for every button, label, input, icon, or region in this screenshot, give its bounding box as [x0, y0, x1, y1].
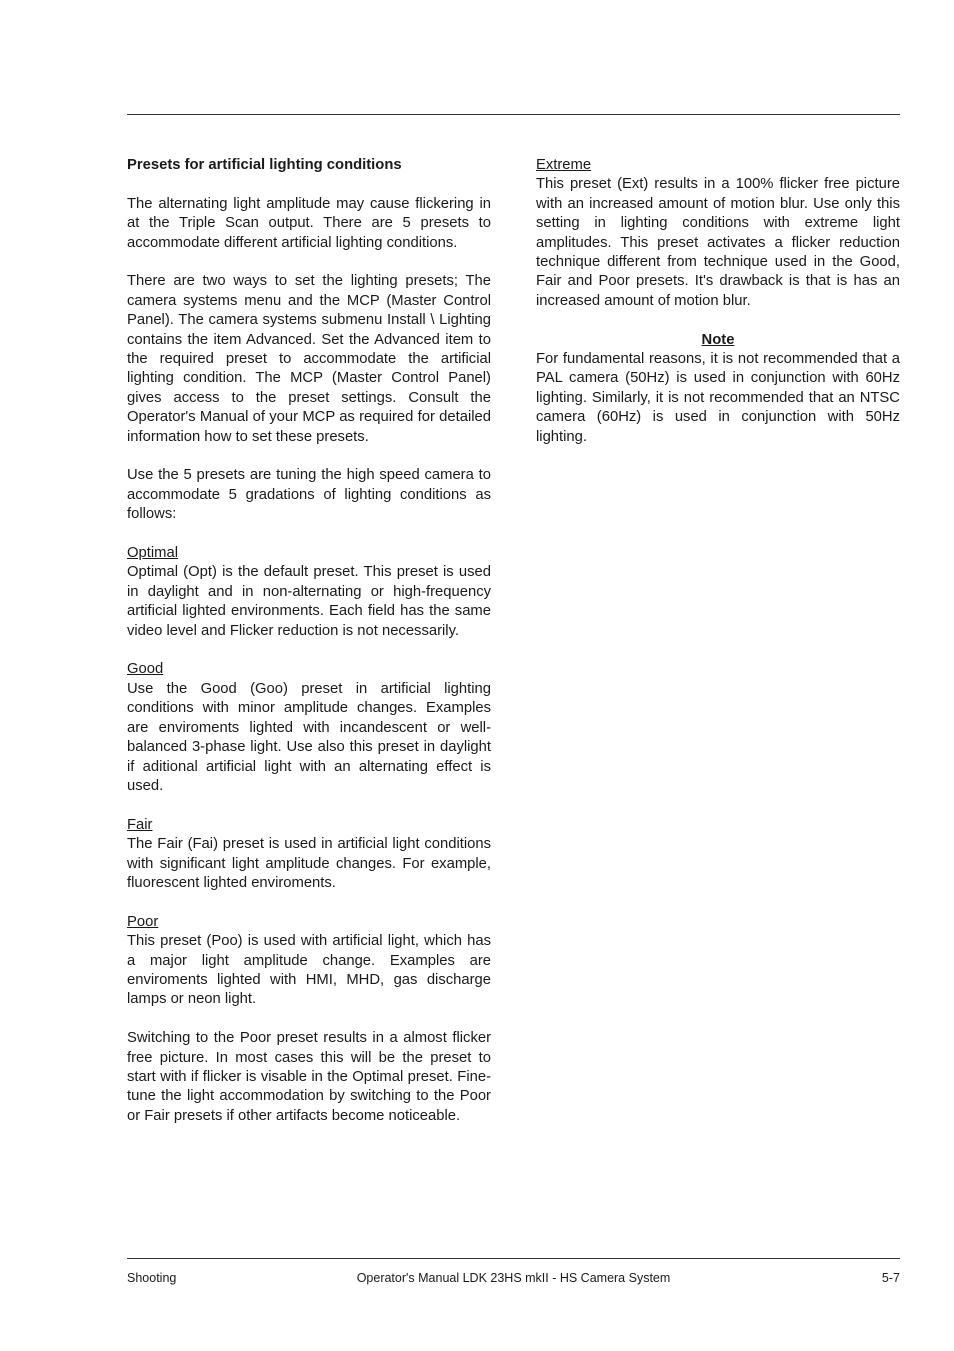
note-title: Note [701, 331, 735, 348]
footer-page-number: 5-7 [881, 1271, 900, 1285]
footer-rule [127, 1258, 900, 1259]
preset-title-optimal: Optimal [127, 545, 178, 562]
preset-title-good: Good [127, 661, 164, 678]
preset-text-extreme: This preset (Ext) results in a 100% flicker free picture with an increased amount of motion blur. Use only this setting in lighting conditions with extreme light amplitudes. This preset activates a flicker reduction technique different from technique used in the Good, Fair and Poor presets. It's drawback is that is has an increased amount of motion blur. [536, 176, 900, 309]
preset-text-good: Use the Good (Goo) preset in artificial lighting conditions with minor amplitude changes. Examples are enviroments lighted with incandescent or well-balanced 3-phase light. Use also this preset in daylight if aditional artificial light with an alternating effect is used. [127, 680, 491, 794]
footer-manual-title: Operator's Manual LDK 23HS mkII - HS Camera System [356, 1271, 671, 1285]
intro-paragraph-3: Use the 5 presets are tuning the high speed camera to accommodate 5 gradations of lighting conditions as follows: [127, 467, 491, 523]
section-heading: Presets for artificial lighting conditions [127, 157, 402, 173]
closing-paragraph: Switching to the Poor preset results in a almost flicker free picture. In most cases this will be the preset to start with if flicker is visable in the Optimal preset. Fine- tune the light accommodation by switching to the Poor or Fair presets if other artifacts become noticeable. [127, 1030, 491, 1124]
preset-title-poor: Poor [127, 913, 159, 930]
note-text: For fundamental reasons, it is not recommended that a PAL camera (50Hz) is used in conjunction with 60Hz lighting. Similarly, it is not recommended that an NTSC camera (60Hz) is used in conjunction with 50Hz lighting. [536, 351, 900, 445]
right-column [536, 156, 900, 466]
preset-title-fair: Fair [127, 816, 153, 833]
intro-paragraph-1: The alternating light amplitude may cause flickering in at the Triple Scan output. There are 5 presets to accommodate different artificial lighting conditions. [127, 195, 491, 251]
preset-text-poor: This preset (Poo) is used with artificial light, which has a major light amplitude change. Examples are enviroments lighted with HMI, MHD, gas discharge lamps or neon light. [127, 933, 491, 1008]
footer-section: Shooting [127, 1271, 177, 1285]
intro-paragraph-2: There are two ways to set the lighting presets; The camera systems menu and the MCP (Master Control Panel). The camera systems submenu Install \ Lighting contains the item Advanced. Set the Advanced item to the required preset to accommodate the artificial lighting condition. The MCP (Master Control Panel) gives access to the preset settings. Consult the Operator's Manual of your MCP as required for detailed information how to set these presets. [127, 273, 491, 445]
left-column [127, 156, 491, 1146]
header-rule [127, 114, 900, 115]
preset-title-extreme: Extreme [536, 157, 592, 173]
preset-text-fair: The Fair (Fai) preset is used in artificial light conditions with significant light amplitude changes. For example, fluorescent lighted enviroments. [127, 836, 491, 891]
preset-text-optimal: Optimal (Opt) is the default preset. This preset is used in daylight and in non-alternating or high-frequency artificial lighted environments. Each field has the same video level and Flicker reduction is not necessarily. [127, 564, 491, 639]
